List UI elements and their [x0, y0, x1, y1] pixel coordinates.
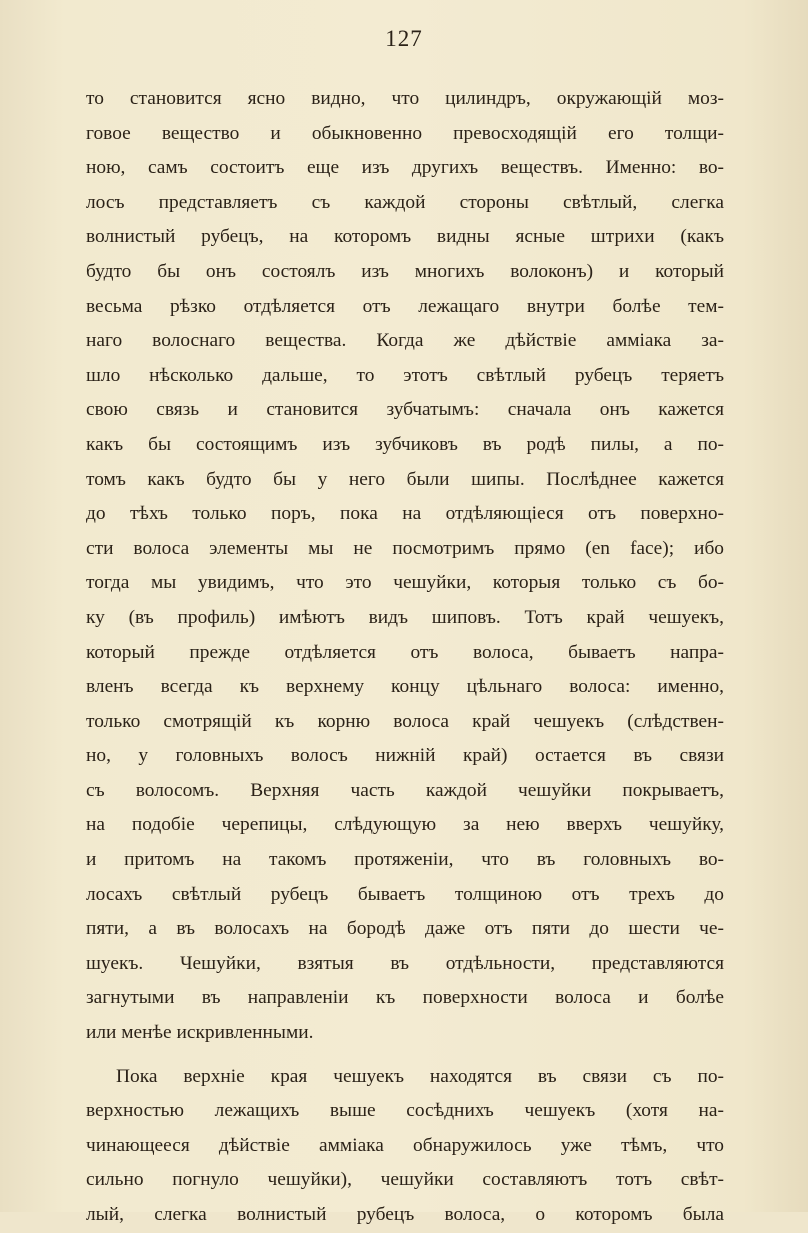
text-line: сти волоса элементы мы не посмотримъ прямо (en face); ибо — [86, 537, 724, 559]
text-line: лосахъ свѣтлый рубецъ бываетъ толщиною отъ трехъ до — [86, 883, 724, 905]
text-line: волнистый рубецъ, на которомъ видны ясные штрихи (какъ — [86, 226, 724, 248]
text-line: говое вещество и обыкновенно превосходящій его толщи- — [86, 122, 724, 144]
text-line: тогда мы увидимъ, что это чешуйки, которыя только съ бо- — [86, 572, 724, 594]
text-line: лосъ представляетъ съ каждой стороны свѣтлый, слегка — [86, 191, 724, 213]
body-text — [86, 82, 724, 1233]
text-line: до тѣхъ только поръ, пока на отдѣляющіеся отъ поверхно- — [86, 503, 724, 525]
text-line: Пока верхніе края чешуекъ находятся въ связи съ по- — [116, 1065, 724, 1087]
text-line: или менѣе искривленными. — [86, 1022, 314, 1044]
text-line: только смотрящій къ корню волоса край чешуекъ (слѣдствен- — [86, 710, 724, 732]
text-line: ку (въ профиль) имѣютъ видъ шиповъ. Тотъ край чешуекъ, — [86, 606, 724, 628]
paragraph-2 — [86, 1060, 724, 1233]
text-line: сильно погнуло чешуйки), чешуйки составляютъ тотъ свѣт- — [86, 1169, 724, 1191]
text-line: который прежде отдѣляется отъ волоса, бываетъ напра- — [86, 641, 724, 663]
text-line: какъ бы состоящимъ изъ зубчиковъ въ родѣ пилы, а по- — [86, 433, 724, 455]
text-line: шло нѣсколько дальше, то этотъ свѣтлый рубецъ теряетъ — [86, 364, 724, 386]
text-line: пяти, а въ волосахъ на бородѣ даже отъ пяти до шести че- — [86, 918, 724, 940]
text-line: ною, самъ состоитъ еще изъ другихъ веществъ. Именно: во- — [86, 157, 724, 179]
text-line: но, у головныхъ волосъ нижній край) остается въ связи — [86, 745, 724, 767]
paragraph-1 — [86, 82, 724, 1051]
text-line: лый, слегка волнистый рубецъ волоса, о которомъ была — [86, 1204, 724, 1225]
text-line: наго волоснаго вещества. Когда же дѣйствіе амміака за- — [86, 330, 724, 352]
text-line: весьма рѣзко отдѣляется отъ лежащаго внутри болѣе тем- — [86, 295, 724, 317]
text-line: чинающееся дѣйствіе амміака обнаружилось уже тѣмъ, что — [86, 1134, 724, 1156]
page-number: 127 — [385, 26, 423, 51]
text-line: загнутыми въ направленіи къ поверхности волоса и болѣе — [86, 987, 724, 1009]
text-line: верхностью лежащихъ выше сосѣднихъ чешуекъ (хотя на- — [86, 1100, 724, 1122]
text-line: шуекъ. Чешуйки, взятыя въ отдѣльности, представляются — [86, 952, 724, 974]
text-line: то становится ясно видно, что цилиндръ, окружающій моз- — [86, 88, 724, 109]
text-line: и притомъ на такомъ протяженіи, что въ головныхъ во- — [86, 849, 724, 871]
text-line: томъ какъ будто бы у него были шипы. Послѣднее кажется — [86, 468, 724, 490]
text-line: на подобіе черепицы, слѣдующую за нею вверхъ чешуйку, — [86, 814, 724, 836]
text-line: съ волосомъ. Верхняя часть каждой чешуйки покрываетъ, — [86, 779, 724, 801]
text-line: свою связь и становится зубчатымъ: сначала онъ кажется — [86, 399, 724, 421]
text-line: будто бы онъ состоялъ изъ многихъ волоконъ) и который — [86, 260, 724, 282]
text-line: вленъ всегда къ верхнему концу цѣльнаго волоса: именно, — [86, 676, 724, 698]
